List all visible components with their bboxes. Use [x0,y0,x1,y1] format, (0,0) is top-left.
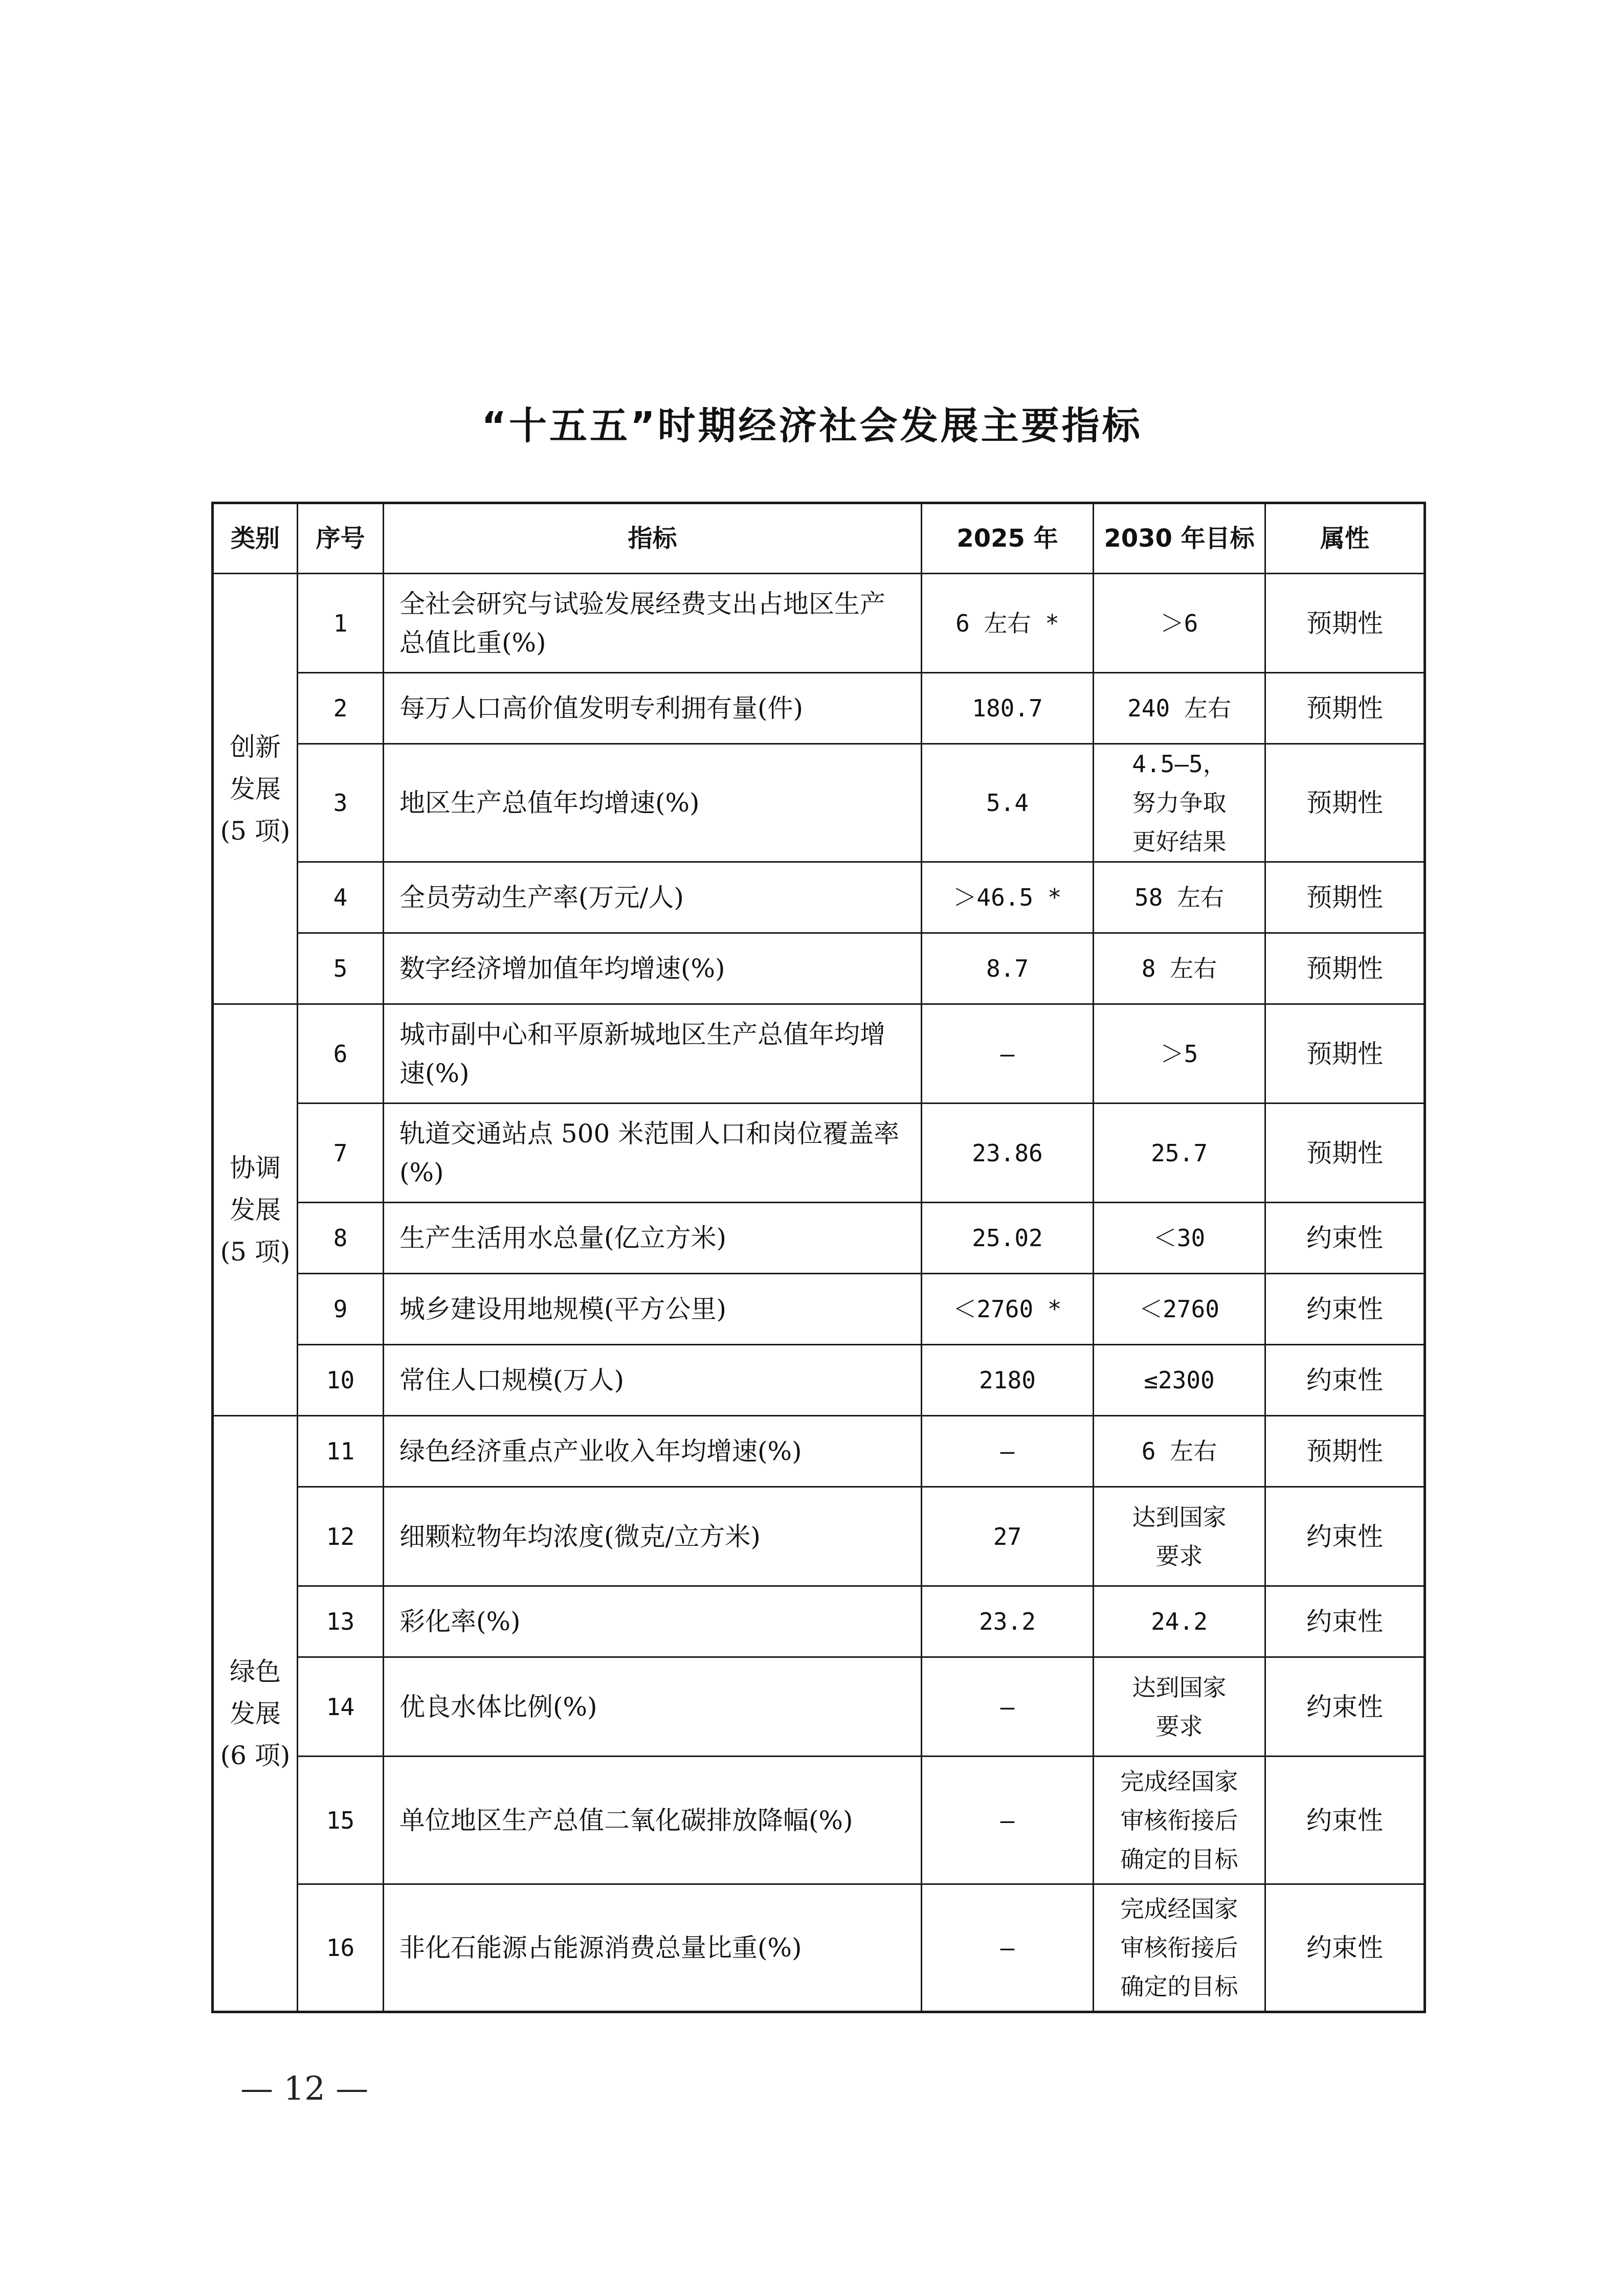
indicator-name-cell: 生产生活用水总量(亿立方米) [384,1203,922,1274]
table-row [213,1757,1425,1884]
value-2025-cell: ＜2760 * [922,1274,1094,1345]
table-row [213,1004,1425,1104]
attribute-cell: 约束性 [1265,1884,1425,2012]
attribute-cell: 预期性 [1265,574,1425,673]
table-header-row [213,503,1425,574]
indicator-name-cell: 地区生产总值年均增速(%) [384,744,922,862]
target-2030-cell: 6 左右 [1094,1416,1265,1487]
indicator-name-cell: 单位地区生产总值二氧化碳排放降幅(%) [384,1757,922,1884]
header-2030-target: 2030 年目标 [1094,503,1265,574]
category-cell: 创新 发展 (5 项) [213,574,298,1004]
value-2025-cell: — [922,1884,1094,2012]
row-number-cell: 8 [298,1203,384,1274]
target-2030-cell: ＜2760 [1094,1274,1265,1345]
row-number-cell: 4 [298,862,384,933]
table-row [213,933,1425,1004]
row-number-cell: 3 [298,744,384,862]
attribute-cell: 预期性 [1265,933,1425,1004]
value-2025-cell: 5.4 [922,744,1094,862]
target-2030-cell: 完成经国家 审核衔接后 确定的目标 [1094,1757,1265,1884]
target-2030-cell: 25.7 [1094,1104,1265,1203]
page-title: “十五五”时期经济社会发展主要指标 [481,404,1143,448]
target-2030-cell: ＞5 [1094,1004,1265,1104]
indicator-name-cell: 非化石能源占能源消费总量比重(%) [384,1884,922,2012]
indicators-table [211,502,1426,2013]
table-row [213,1203,1425,1274]
indicator-name-cell: 城乡建设用地规模(平方公里) [384,1274,922,1345]
value-2025-cell: 25.02 [922,1203,1094,1274]
attribute-cell: 约束性 [1265,1203,1425,1274]
header-2025: 2025 年 [922,503,1094,574]
target-2030-cell: ≤2300 [1094,1345,1265,1416]
attribute-cell: 预期性 [1265,1104,1425,1203]
table-row [213,862,1425,933]
page-number: — 12 — [240,2070,369,2108]
indicator-name-cell: 轨道交通站点 500 米范围人口和岗位覆盖率(%) [384,1104,922,1203]
value-2025-cell: — [922,1004,1094,1104]
table-row [213,1487,1425,1586]
indicator-name-cell: 全员劳动生产率(万元/人) [384,862,922,933]
row-number-cell: 5 [298,933,384,1004]
table-row [213,1586,1425,1657]
row-number-cell: 7 [298,1104,384,1203]
row-number-cell: 12 [298,1487,384,1586]
indicator-name-cell: 全社会研究与试验发展经费支出占地区生产总值比重(%) [384,574,922,673]
target-2030-cell: 24.2 [1094,1586,1265,1657]
row-number-cell: 10 [298,1345,384,1416]
value-2025-cell: 27 [922,1487,1094,1586]
attribute-cell: 约束性 [1265,1657,1425,1757]
value-2025-cell: 23.2 [922,1586,1094,1657]
row-number-cell: 13 [298,1586,384,1657]
row-number-cell: 16 [298,1884,384,2012]
target-2030-cell: 8 左右 [1094,933,1265,1004]
header-category: 类别 [213,503,298,574]
table-row [213,1657,1425,1757]
target-2030-cell: ＜30 [1094,1203,1265,1274]
row-number-cell: 6 [298,1004,384,1104]
value-2025-cell: — [922,1757,1094,1884]
row-number-cell: 1 [298,574,384,673]
target-2030-cell: ＞6 [1094,574,1265,673]
indicator-name-cell: 常住人口规模(万人) [384,1345,922,1416]
table-row [213,1884,1425,2012]
indicator-name-cell: 数字经济增加值年均增速(%) [384,933,922,1004]
value-2025-cell: ＞46.5 * [922,862,1094,933]
row-number-cell: 11 [298,1416,384,1487]
category-cell: 协调 发展 (5 项) [213,1004,298,1416]
value-2025-cell: 6 左右 * [922,574,1094,673]
table-row [213,1416,1425,1487]
attribute-cell: 约束性 [1265,1345,1425,1416]
target-2030-cell: 240 左右 [1094,673,1265,744]
row-number-cell: 9 [298,1274,384,1345]
target-2030-cell: 58 左右 [1094,862,1265,933]
indicator-name-cell: 彩化率(%) [384,1586,922,1657]
target-2030-cell: 达到国家 要求 [1094,1487,1265,1586]
indicator-name-cell: 城市副中心和平原新城地区生产总值年均增速(%) [384,1004,922,1104]
target-2030-cell: 完成经国家 审核衔接后 确定的目标 [1094,1884,1265,2012]
attribute-cell: 约束性 [1265,1487,1425,1586]
indicator-name-cell: 优良水体比例(%) [384,1657,922,1757]
target-2030-cell: 4.5—5， 努力争取 更好结果 [1094,744,1265,862]
indicator-name-cell: 每万人口高价值发明专利拥有量(件) [384,673,922,744]
attribute-cell: 预期性 [1265,862,1425,933]
attribute-cell: 约束性 [1265,1586,1425,1657]
value-2025-cell: — [922,1416,1094,1487]
row-number-cell: 15 [298,1757,384,1884]
table-row [213,1104,1425,1203]
value-2025-cell: 2180 [922,1345,1094,1416]
header-no: 序号 [298,503,384,574]
attribute-cell: 约束性 [1265,1757,1425,1884]
attribute-cell: 预期性 [1265,1416,1425,1487]
row-number-cell: 14 [298,1657,384,1757]
value-2025-cell: 8.7 [922,933,1094,1004]
attribute-cell: 约束性 [1265,1274,1425,1345]
header-attribute: 属性 [1265,503,1425,574]
table-row [213,673,1425,744]
table-row [213,1345,1425,1416]
value-2025-cell: 23.86 [922,1104,1094,1203]
table-row [213,744,1425,862]
indicator-name-cell: 细颗粒物年均浓度(微克/立方米) [384,1487,922,1586]
table-row [213,1274,1425,1345]
value-2025-cell: — [922,1657,1094,1757]
row-number-cell: 2 [298,673,384,744]
table-row [213,574,1425,673]
header-indicator: 指标 [384,503,922,574]
target-2030-cell: 达到国家 要求 [1094,1657,1265,1757]
value-2025-cell: 180.7 [922,673,1094,744]
indicator-name-cell: 绿色经济重点产业收入年均增速(%) [384,1416,922,1487]
attribute-cell: 预期性 [1265,673,1425,744]
attribute-cell: 预期性 [1265,744,1425,862]
category-cell: 绿色 发展 (6 项) [213,1416,298,2012]
attribute-cell: 预期性 [1265,1004,1425,1104]
